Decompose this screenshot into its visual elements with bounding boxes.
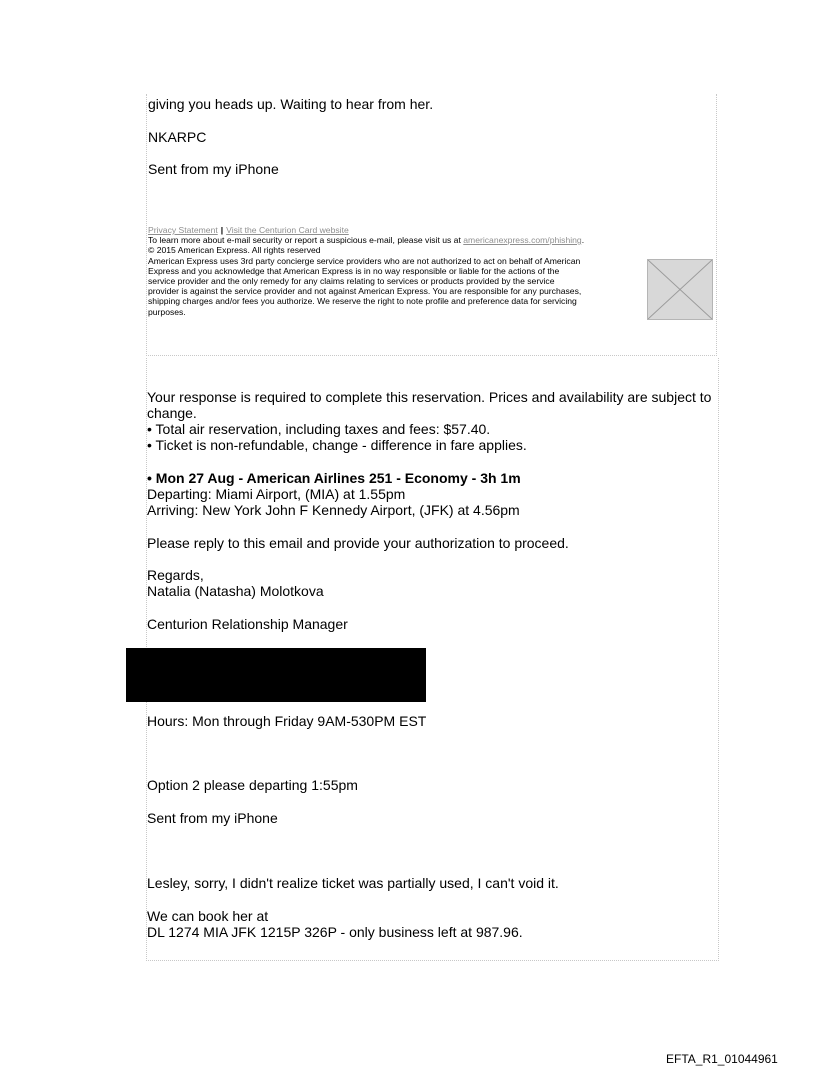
booking-offer-line: We can book her at xyxy=(147,908,269,924)
document-id: EFTA_R1_01044961 xyxy=(666,1052,778,1066)
disclaimer-line: American Express uses 3rd party concierge service providers who are not authorized to act on behalf of American xyxy=(148,256,581,266)
departing-info: Departing: Miami Airport, (MIA) at 1.55pm xyxy=(147,486,406,502)
copyright-text: © 2015 American Express. All rights reserved xyxy=(148,245,321,255)
disclaimer-line: shipping charges and/or fees you authorize. We reserve the right to note profile and preference data for servicing xyxy=(148,296,577,306)
sender-name: Natalia (Natasha) Molotkova xyxy=(147,583,324,599)
quoted-text-line: giving you heads up. Waiting to hear from her. xyxy=(148,96,434,112)
security-text: To learn more about e-mail security or report a suspicious e-mail, please visit us at xyxy=(148,235,461,245)
sender-title: Centurion Relationship Manager xyxy=(147,616,348,632)
arriving-info: Arriving: New York John F Kennedy Airport, (JFK) at 4.56pm xyxy=(147,502,520,518)
response-required-text-cont: change. xyxy=(147,405,197,421)
centurion-website-link[interactable]: Visit the Centurion Card website xyxy=(226,225,349,235)
disclaimer-line: service provider and the only remedy for any claims relating to services or products provided by the service xyxy=(148,276,555,286)
total-fare-bullet: • Total air reservation, including taxes and fees: $57.40. xyxy=(147,421,491,437)
ticket-terms-bullet: • Ticket is non-refundable, change - difference in fare applies. xyxy=(147,437,527,453)
disclaimer-line: purposes. xyxy=(148,307,186,317)
apology-line: Lesley, sorry, I didn't realize ticket was partially used, I can't void it. xyxy=(147,875,559,891)
image-cross-icon xyxy=(648,260,712,319)
quoted-sent-from: Sent from my iPhone xyxy=(148,161,279,177)
regards: Regards, xyxy=(147,567,204,583)
redaction-block xyxy=(126,648,426,702)
security-period: . xyxy=(581,235,585,245)
link-separator: | xyxy=(220,225,224,235)
reply-option: Option 2 please departing 1:55pm xyxy=(147,777,358,793)
quoted-code: NKARPC xyxy=(148,129,207,145)
flight-heading: • Mon 27 Aug - American Airlines 251 - Economy - 3h 1m xyxy=(147,470,521,486)
disclaimer-line: Express and you acknowledge that American Express is in no way responsible or liable for the actions of the xyxy=(148,266,560,276)
privacy-statement-link[interactable]: Privacy Statement xyxy=(148,225,218,235)
disclaimer-line: provider is against the service provider and not against American Express. You are responsible for any purchases, xyxy=(148,286,582,296)
office-hours: Hours: Mon through Friday 9AM-530PM EST xyxy=(147,713,427,729)
reply-sent-from: Sent from my iPhone xyxy=(147,810,278,826)
amex-footer-links xyxy=(148,225,349,235)
reply-instruction: Please reply to this email and provide your authorization to proceed. xyxy=(147,535,569,551)
phishing-link[interactable]: americanexpress.com/phishing xyxy=(463,235,582,245)
response-required-text: Your response is required to complete this reservation. Prices and availability are subject to xyxy=(147,389,712,405)
broken-image-placeholder-icon xyxy=(647,259,713,320)
flight-option-line: DL 1274 MIA JFK 1215P 326P - only business left at 987.96. xyxy=(147,924,523,940)
security-notice xyxy=(148,235,584,245)
